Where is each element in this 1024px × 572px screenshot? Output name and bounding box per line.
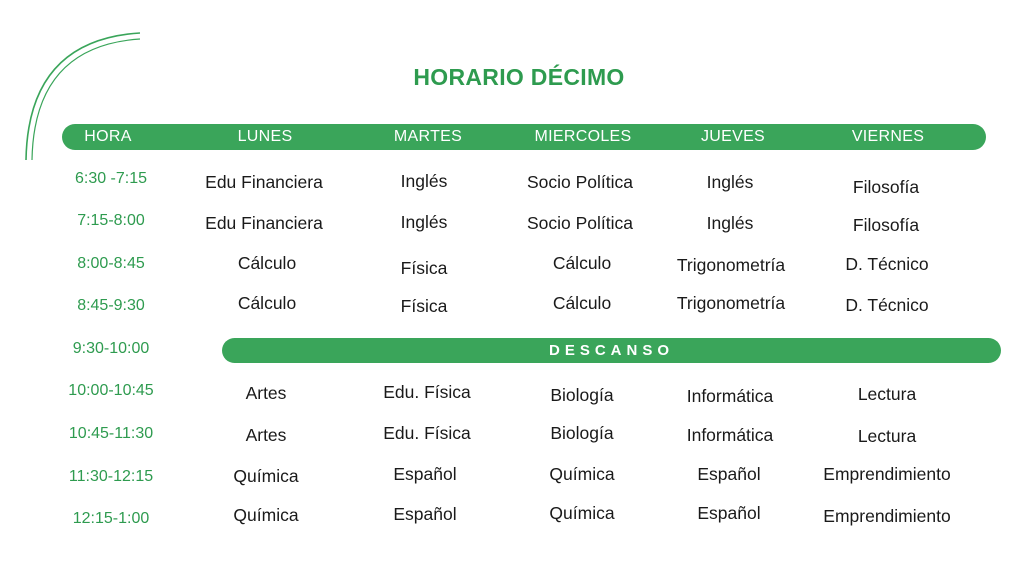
table-cell: Biología (550, 385, 614, 405)
time-slot: 7:15-8:00 (77, 212, 145, 229)
table-cell: Informática (686, 425, 774, 445)
table-cell: Español (393, 464, 457, 484)
table-cell: Cálculo (237, 253, 297, 273)
table-cell: Lectura (857, 426, 917, 446)
table-cell: Inglés (400, 212, 448, 232)
table-cell: Edu. Física (383, 382, 471, 402)
table-cell: Química (233, 466, 299, 486)
time-slot: 8:45-9:30 (77, 297, 145, 314)
page-title: HORARIO DÉCIMO (413, 64, 625, 90)
header-lunes: LUNES (237, 128, 293, 145)
table-cell: Física (400, 258, 448, 278)
table-cell: Lectura (857, 384, 917, 404)
time-slot: 10:45-11:30 (68, 425, 154, 442)
time-slot: 8:00-8:45 (77, 255, 145, 272)
table-cell: Química (233, 505, 299, 525)
table-cell: Inglés (706, 172, 754, 192)
time-slot: 12:15-1:00 (72, 510, 150, 527)
table-cell: Inglés (706, 213, 754, 233)
table-cell: Artes (245, 425, 287, 445)
table-cell: Socio Política (526, 172, 634, 192)
table-cell: Emprendimiento (823, 506, 951, 526)
table-cell: Edu Financiera (205, 172, 323, 192)
table-cell: Artes (245, 383, 287, 403)
table-cell: Español (393, 504, 457, 524)
table-cell: Trigonometría (676, 293, 786, 313)
table-cell: D. Técnico (845, 295, 929, 315)
break-bar: DESCANSO (222, 338, 1001, 363)
table-cell: Edu. Física (383, 423, 471, 443)
header-viernes: VIERNES (851, 128, 925, 145)
time-slot: 11:30-12:15 (68, 468, 154, 485)
header-martes: MARTES (393, 128, 463, 145)
header-hora: HORA (84, 128, 132, 145)
table-cell: Informática (686, 386, 774, 406)
time-slot: 9:30-10:00 (72, 340, 150, 357)
table-cell: Trigonometría (676, 255, 786, 275)
table-cell: Química (549, 464, 615, 484)
table-cell: Física (400, 296, 448, 316)
table-cell: Socio Política (526, 213, 634, 233)
table-cell: Cálculo (552, 293, 612, 313)
table-cell: Química (549, 503, 615, 523)
table-cell: D. Técnico (845, 254, 929, 274)
table-cell: Español (697, 464, 761, 484)
time-slot: 6:30 -7:15 (74, 170, 148, 187)
header-miercoles: MIERCOLES (534, 128, 632, 145)
table-cell: Filosofía (852, 215, 920, 235)
time-slot: 10:00-10:45 (68, 382, 154, 399)
header-jueves: JUEVES (700, 128, 766, 145)
table-cell: Edu Financiera (205, 213, 323, 233)
table-cell: Español (697, 503, 761, 523)
table-cell: Filosofía (852, 177, 920, 197)
table-cell: Emprendimiento (823, 464, 951, 484)
table-cell: Inglés (400, 171, 448, 191)
table-cell: Biología (550, 423, 614, 443)
table-cell: Cálculo (237, 293, 297, 313)
table-cell: Cálculo (552, 253, 612, 273)
